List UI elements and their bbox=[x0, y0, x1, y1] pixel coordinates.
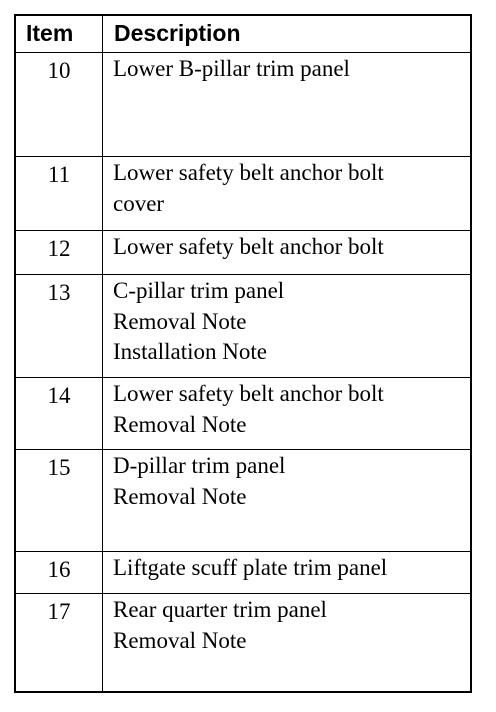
item-number: 10 bbox=[47, 58, 71, 83]
description-line: C-pillar trim panel bbox=[113, 278, 285, 303]
item-description bbox=[113, 236, 384, 263]
description-line: Liftgate scuff plate trim panel bbox=[113, 555, 388, 580]
header-description: Description bbox=[114, 20, 241, 46]
description-line: Removal Note bbox=[113, 308, 247, 334]
item-number: 13 bbox=[47, 280, 71, 305]
table-row bbox=[16, 231, 470, 275]
table-header bbox=[16, 16, 470, 53]
item-description bbox=[113, 280, 284, 368]
table-row bbox=[16, 275, 470, 378]
item-description bbox=[113, 599, 327, 656]
description-line: Lower safety belt anchor bolt bbox=[113, 160, 384, 185]
description-line: Lower B-pillar trim panel bbox=[113, 56, 350, 81]
description-line: Removal Note bbox=[113, 627, 247, 653]
description-line: Lower safety belt anchor bolt bbox=[113, 234, 384, 259]
item-number: 14 bbox=[47, 383, 71, 408]
header-item: Item bbox=[26, 20, 74, 46]
table-row bbox=[16, 594, 470, 691]
item-description bbox=[113, 383, 384, 440]
description-line: Lower safety belt anchor bolt bbox=[113, 381, 384, 406]
item-number: 11 bbox=[47, 162, 71, 187]
parts-table bbox=[14, 14, 472, 693]
table-row bbox=[16, 450, 470, 552]
item-description bbox=[113, 557, 387, 584]
item-description bbox=[113, 162, 384, 219]
item-description bbox=[113, 455, 285, 512]
table-row bbox=[16, 552, 470, 594]
item-number: 16 bbox=[47, 557, 71, 582]
item-number: 12 bbox=[47, 236, 71, 261]
table-row bbox=[16, 53, 470, 157]
description-line: D-pillar trim panel bbox=[113, 453, 286, 478]
table-row bbox=[16, 378, 470, 450]
description-line: Rear quarter trim panel bbox=[113, 597, 327, 622]
item-number: 15 bbox=[47, 455, 71, 480]
item-number: 17 bbox=[47, 599, 71, 624]
description-line: Removal Note bbox=[113, 483, 247, 509]
description-line: cover bbox=[113, 190, 165, 216]
table-row bbox=[16, 157, 470, 231]
description-line: Removal Note bbox=[113, 411, 247, 437]
item-description bbox=[113, 58, 350, 85]
description-line: Installation Note bbox=[113, 339, 267, 364]
